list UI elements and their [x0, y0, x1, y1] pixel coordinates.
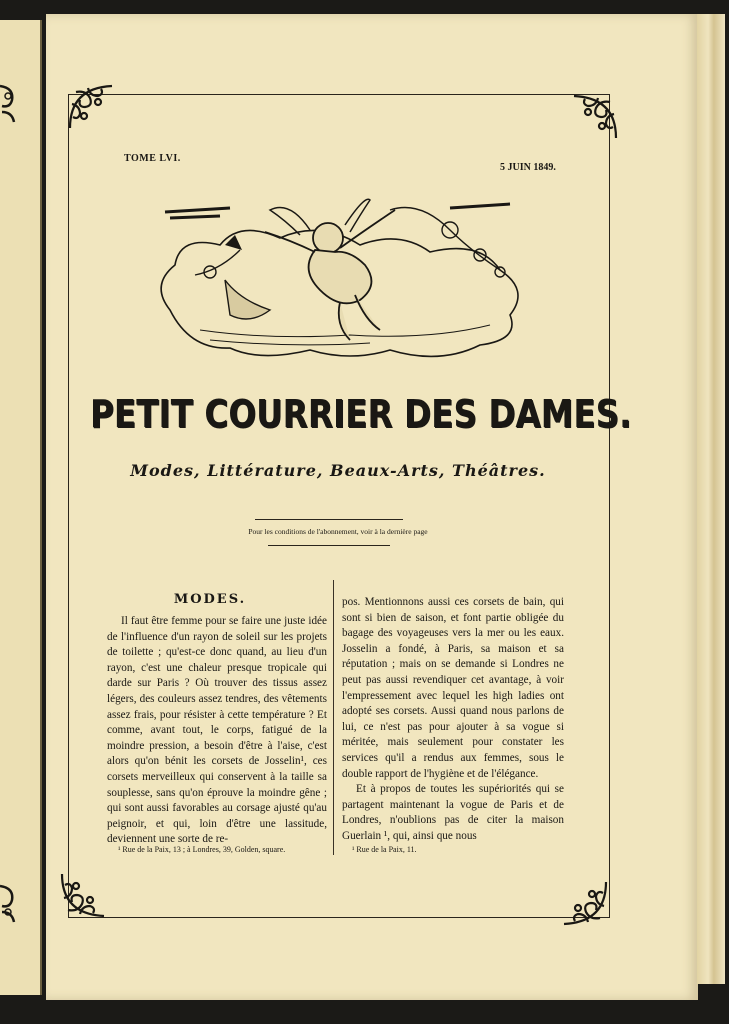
issue-date: 5 JUIN 1849.: [500, 162, 556, 173]
page-stack-edge: [697, 14, 725, 984]
paragraph: Et à propos de toutes les supériorités qui se partagent maintenant la vogue de Paris et de Londres, n'oublions pas de citer la maison Guerlain ¹, qui, ainsi que nous: [342, 783, 564, 842]
article-column-1: [107, 614, 327, 848]
article-column-2: [342, 595, 564, 845]
flourish-ornament-icon: [560, 878, 610, 928]
volume-number: TOME LVI.: [124, 153, 181, 164]
section-heading: MODES.: [173, 592, 247, 607]
footnote: ¹ Rue de la Paix, 11.: [352, 845, 417, 854]
flourish-ornament-icon: [570, 92, 620, 142]
divider-rule: [268, 545, 390, 546]
masthead-title: PETIT COURRIER DES DAMES.: [89, 392, 632, 436]
masthead-subtitle: Modes, Littérature, Beaux-Arts, Théâtres.: [130, 461, 546, 480]
flourish-ornament-icon: [0, 882, 18, 926]
paragraph: pos. Mentionnons aussi ces corsets de bain, qui sont si bien de saison, et font partie obligée du bagage des voyageuses vers la mer ou les eaux. Josselin a fondé, à Paris, sa maison et sa réputation ; mais on se demande si Londres ne peut pas aussi revendiquer cet avantage, à voir l'empressement avec lequel les high ladies ont adopté ses corsets. Aussi quand nous parlons de lui, ce n'est pas pour ajouter à sa vogue si méritée, mais seulement pour constater les services qu'il a rendus aux femmes, sous le double rapport de l'hygiène et de l'élégance.: [342, 596, 564, 780]
cherub-cloud-illustration: [150, 190, 530, 365]
flourish-ornament-icon: [58, 870, 108, 920]
divider-rule: [255, 519, 403, 520]
paragraph: Il faut être femme pour se faire une juste idée de l'influence d'un rayon de soleil sur les projets de toilette ; qu'est-ce donc quand, au lieu d'un rayon, c'est une chaleur presque tropicale qui darde sur Paris ? Où trouver des tissus assez légers, des couleurs assez tendres, des vêtements assez frais, pour résister à cette température ? Et comme, avant tout, le corps, fatigué de la moindre pression, a besoin d'être à l'aise, c'est alors qu'on bénit les corsets de Josselin¹, ces corsets merveilleux qui conservent à la taille sa souplesse, sans qu'on éprouve la moindre gêne ; qui sont aussi favorables au corsage ajusté qu'au peignoir, et qui, loin d'être une lassitude, deviennent une sorte de re-: [107, 615, 327, 846]
subscription-note: Pour les conditions de l'abonnement, voir à la dernière page: [248, 527, 428, 536]
flourish-ornament-icon: [0, 82, 18, 126]
flourish-ornament-icon: [66, 82, 116, 132]
facing-page-edge: [0, 20, 42, 995]
column-divider: [333, 580, 334, 855]
footnote: ¹ Rue de la Paix, 13 ; à Londres, 39, Golden, square.: [118, 845, 286, 854]
